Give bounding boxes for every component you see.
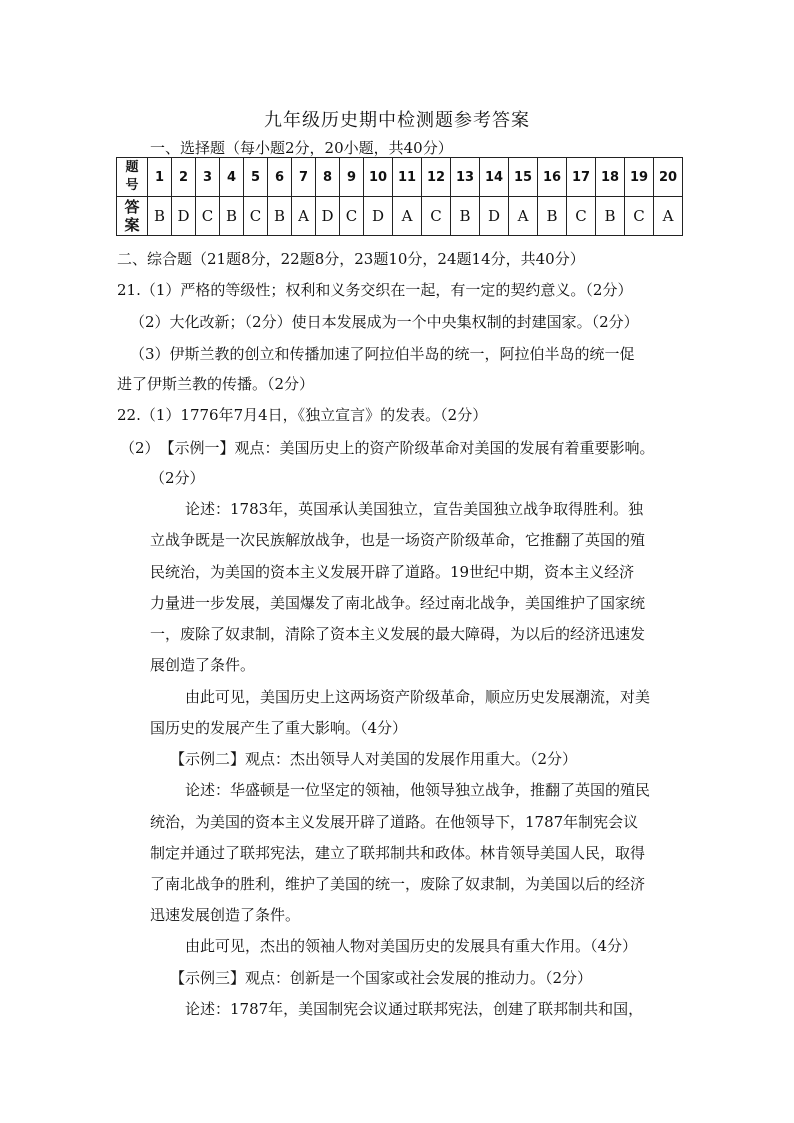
- answer-table-number-row: [117, 158, 683, 197]
- text-line: 由此可见，杰出的领袖人物对美国历史的发展具有重大作用。（4分）: [185, 937, 638, 955]
- text-line: （2）大化改新；（2分）使日本发展成为一个中央集权制的封建国家。（2分）: [130, 313, 639, 331]
- text-line: 了南北战争的胜利，维护了美国的统一，废除了奴隶制，为美国以后的经济: [150, 875, 646, 893]
- page-title: 九年级历史期中检测题参考答案: [264, 110, 530, 131]
- table-number-cell: 8: [316, 158, 340, 197]
- table-answer-cell: A: [654, 197, 683, 236]
- table-answer-cell: C: [340, 197, 364, 236]
- text-line: 【示例二】观点：杰出领导人对美国的发展作用重大。（2分）: [170, 750, 578, 768]
- text-line: 由此可见，美国历史上这两场资产阶级革命，顺应历史发展潮流，对美: [185, 688, 651, 706]
- table-answer-cell: C: [567, 197, 596, 236]
- text-line: （2） 【示例一】观点：美国历史上的资产阶级革命对美国的发展有着重要影响。: [120, 439, 655, 457]
- table-number-cell: 12: [422, 158, 451, 197]
- table-answer-cell: D: [364, 197, 393, 236]
- table-number-cell: 13: [451, 158, 480, 197]
- table-number-cell: 9: [340, 158, 364, 197]
- table-head-number: 题 号: [117, 158, 148, 197]
- table-answer-cell: D: [172, 197, 196, 236]
- answer-table-answer-row: [117, 197, 683, 236]
- answer-table: [116, 157, 683, 236]
- table-answer-cell: B: [268, 197, 292, 236]
- table-number-cell: 5: [244, 158, 268, 197]
- table-number-cell: 14: [480, 158, 509, 197]
- section2-heading: 二、综合题（21题8分，22题8分，23题10分，24题14分，共40分）: [117, 250, 585, 268]
- table-number-cell: 1: [148, 158, 172, 197]
- text-line: （3）伊斯兰教的创立和传播加速了阿拉伯半岛的统一，阿拉伯半岛的统一促: [130, 345, 635, 363]
- table-number-cell: 18: [596, 158, 625, 197]
- table-head-answer: 答 案: [117, 197, 148, 236]
- text-line: 一，废除了奴隶制，清除了资本主义发展的最大障碍，为以后的经济迅速发: [150, 625, 646, 643]
- table-answer-cell: D: [480, 197, 509, 236]
- text-line: （2分）: [150, 469, 205, 487]
- table-answer-cell: C: [244, 197, 268, 236]
- table-answer-cell: B: [596, 197, 625, 236]
- table-answer-cell: D: [316, 197, 340, 236]
- text-line: 进了伊斯兰教的传播。（2分）: [117, 375, 315, 393]
- section1-heading: 一、选择题（每小题2分，20小题，共40分）: [150, 139, 453, 157]
- table-answer-cell: B: [451, 197, 480, 236]
- table-number-cell: 19: [625, 158, 654, 197]
- table-answer-cell: C: [422, 197, 451, 236]
- text-line: 论述：1783年，英国承认美国独立，宣告美国独立战争取得胜利。独: [185, 500, 644, 518]
- table-answer-cell: A: [509, 197, 538, 236]
- table-number-cell: 10: [364, 158, 393, 197]
- table-answer-cell: B: [538, 197, 567, 236]
- text-line: 制定并通过了联邦宪法，建立了联邦制共和政体。林肯领导美国人民，取得: [150, 844, 646, 862]
- text-line: 力量进一步发展，美国爆发了南北战争。经过南北战争，美国维护了国家统: [150, 594, 646, 612]
- text-line: 21.（1）严格的等级性；权利和义务交织在一起，有一定的契约意义。（2分）: [117, 281, 633, 299]
- text-line: 【示例三】观点：创新是一个国家或社会发展的推动力。（2分）: [170, 969, 593, 987]
- text-line: 立战争既是一次民族解放战争，也是一场资产阶级革命，它推翻了英国的殖: [150, 531, 646, 549]
- table-number-cell: 20: [654, 158, 683, 197]
- text-line: 论述：华盛顿是一位坚定的领袖，他领导独立战争，推翻了英国的殖民: [185, 781, 651, 799]
- table-answer-cell: A: [292, 197, 316, 236]
- table-number-cell: 3: [196, 158, 220, 197]
- text-line: 22.（1）1776年7月4日，《独立宣言》的发表。（2分）: [117, 406, 488, 424]
- text-line: 论述：1787年，美国制宪会议通过联邦宪法，创建了联邦制共和国，: [185, 1000, 644, 1018]
- table-number-cell: 6: [268, 158, 292, 197]
- table-number-cell: 4: [220, 158, 244, 197]
- table-answer-cell: C: [625, 197, 654, 236]
- text-line: 国历史的发展产生了重大影响。（4分）: [150, 719, 408, 737]
- text-line: 统治，为美国的资本主义发展开辟了道路。在他领导下，1787年制宪会议: [150, 813, 639, 831]
- table-number-cell: 7: [292, 158, 316, 197]
- table-number-cell: 17: [567, 158, 596, 197]
- text-line: 迅速发展创造了条件。: [150, 906, 301, 924]
- table-answer-cell: C: [196, 197, 220, 236]
- table-number-cell: 11: [393, 158, 422, 197]
- text-line: 民统治，为美国的资本主义发展开辟了道路。19世纪中期，资本主义经济: [150, 563, 635, 581]
- table-answer-cell: B: [220, 197, 244, 236]
- table-number-cell: 16: [538, 158, 567, 197]
- table-answer-cell: A: [393, 197, 422, 236]
- table-answer-cell: B: [148, 197, 172, 236]
- text-line: 展创造了条件。: [150, 656, 256, 674]
- table-number-cell: 2: [172, 158, 196, 197]
- table-number-cell: 15: [509, 158, 538, 197]
